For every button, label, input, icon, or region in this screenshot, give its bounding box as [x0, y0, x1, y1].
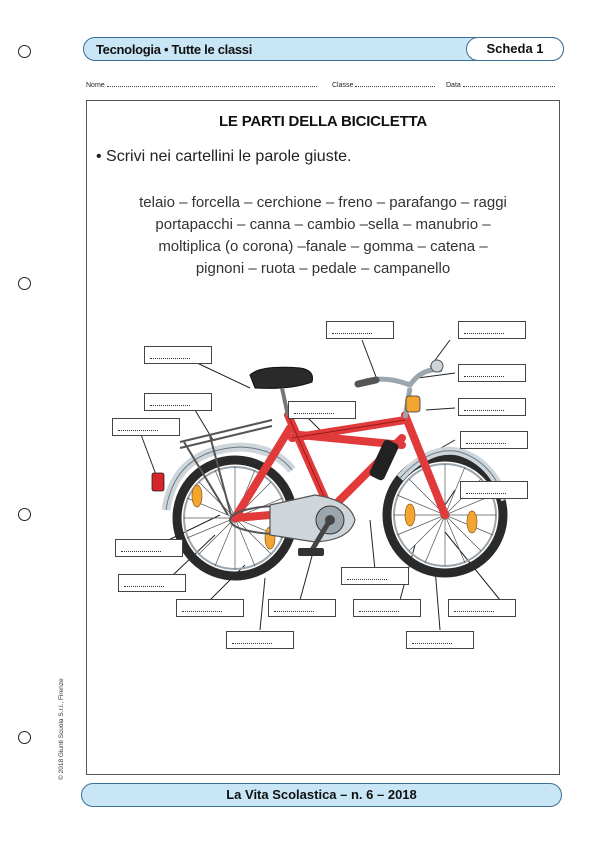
label-box[interactable]: [458, 364, 526, 382]
rear-light: [152, 473, 164, 491]
header-subject: Tecnologia • Tutte le classi: [96, 42, 253, 57]
date-label: Data: [446, 82, 461, 89]
word-line-2: portapacchi – canna – cambio –sella – manubrio –: [155, 216, 491, 233]
label-box[interactable]: [341, 567, 409, 585]
word-line-3: moltiplica (o corona) –fanale – gomma – catena –: [158, 238, 488, 255]
instruction-text: • Scrivi nei cartellini le parole giuste.: [96, 148, 352, 165]
label-box[interactable]: [460, 431, 528, 449]
label-box[interactable]: [458, 321, 526, 339]
date-field[interactable]: [446, 80, 555, 89]
label-box[interactable]: [115, 539, 183, 557]
punch-hole-3: [18, 508, 31, 521]
bell: [431, 360, 443, 372]
class-label: Classe: [332, 82, 354, 89]
punch-hole-4: [18, 731, 31, 744]
name-label: Nome: [86, 82, 105, 89]
pedal: [298, 548, 324, 556]
label-box[interactable]: [118, 574, 186, 592]
name-field[interactable]: [86, 80, 317, 89]
punch-hole-1: [18, 45, 31, 58]
student-fields: [86, 80, 560, 92]
label-box[interactable]: [268, 599, 336, 617]
sheet-number: Scheda 1: [466, 37, 564, 61]
page-title: LE PARTI DELLA BICICLETTA: [218, 113, 428, 130]
label-box[interactable]: [176, 599, 244, 617]
header-bar: [83, 37, 564, 61]
saddle: [250, 367, 313, 388]
label-box[interactable]: [326, 321, 394, 339]
label-box[interactable]: [353, 599, 421, 617]
label-box[interactable]: [448, 599, 516, 617]
label-box[interactable]: [460, 481, 528, 499]
label-box[interactable]: [288, 401, 356, 419]
word-line-4: pignoni – ruota – pedale – campanello: [195, 260, 451, 277]
word-bank: [86, 192, 560, 280]
label-box[interactable]: [406, 631, 474, 649]
front-light: [406, 396, 420, 412]
copyright-notice: © 2018 Giunti Scuola S.r.l., Firenze: [58, 678, 65, 780]
class-field[interactable]: [332, 80, 435, 89]
word-line-1: telaio – forcella – cerchione – freno – parafango – raggi: [139, 194, 507, 211]
label-box[interactable]: [144, 393, 212, 411]
label-box[interactable]: [458, 398, 526, 416]
punch-hole-2: [18, 277, 31, 290]
label-box[interactable]: [112, 418, 180, 436]
footer-bar: La Vita Scolastica – n. 6 – 2018: [81, 783, 562, 807]
label-box[interactable]: [144, 346, 212, 364]
label-box[interactable]: [226, 631, 294, 649]
